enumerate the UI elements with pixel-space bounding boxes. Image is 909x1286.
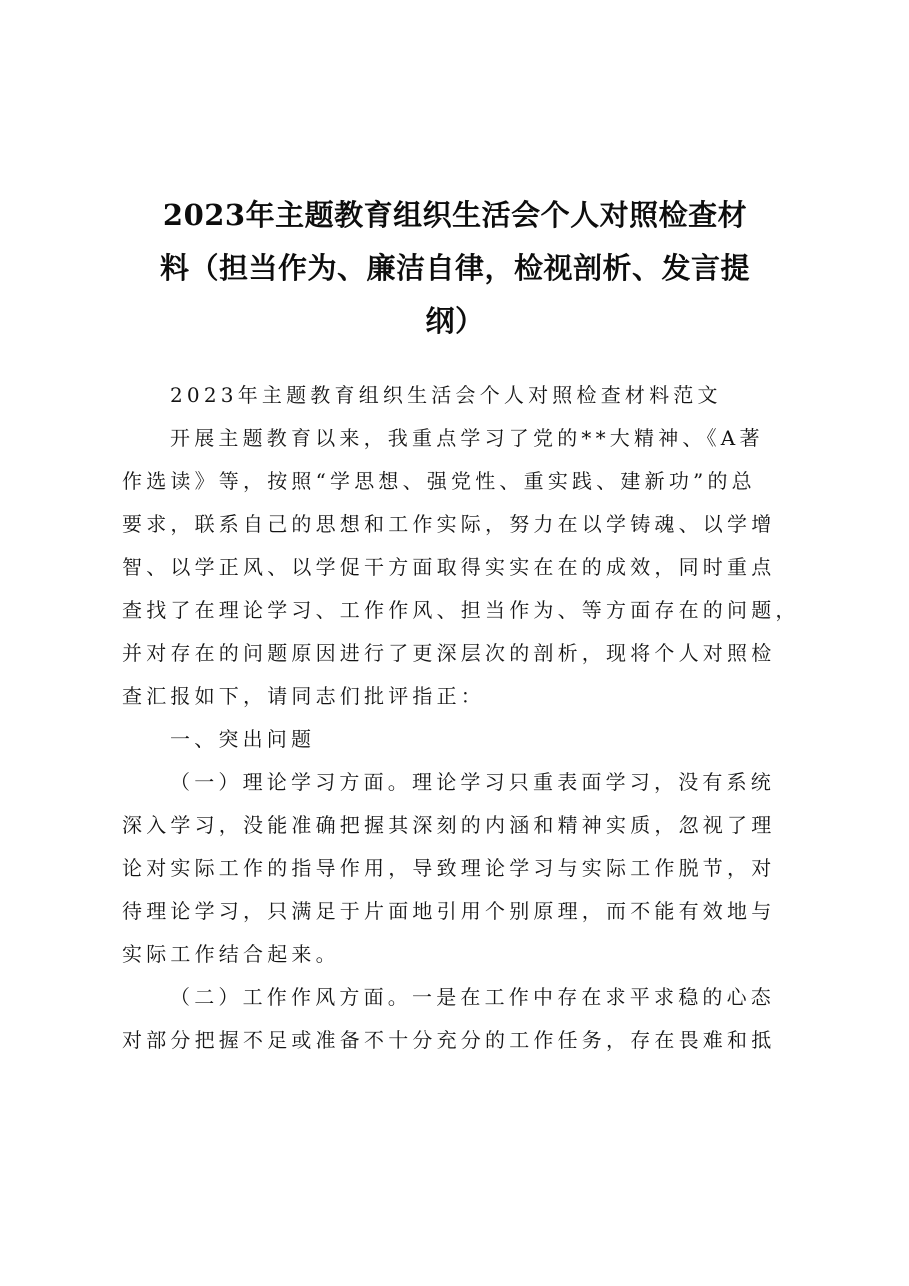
body-line: 实际工作结合起来。 bbox=[122, 942, 340, 966]
body-line: 智、以学正风、以学促干方面取得实实在在的成效，同时重点 bbox=[122, 555, 776, 579]
body-line: 作选读》等，按照“学思想、强党性、重实践、建新功”的总 bbox=[122, 469, 756, 493]
body-line: 开展主题教育以来，我重点学习了党的**大精神、《A著 bbox=[170, 426, 764, 450]
body-line: 待理论学习，只满足于片面地引用个别原理，而不能有效地与 bbox=[122, 899, 776, 923]
body-line: 论对实际工作的指导作用，导致理论学习与实际工作脱节，对 bbox=[122, 856, 776, 880]
document-body bbox=[122, 374, 802, 1062]
body-line: 对部分把握不足或准备不十分充分的工作任务，存在畏难和抵 bbox=[122, 1028, 776, 1052]
body-line: 2023年主题教育组织生活会个人对照检查材料范文 bbox=[170, 383, 722, 407]
title-line: 纲） bbox=[425, 304, 485, 338]
body-line: （二）工作作风方面。一是在工作中存在求平求稳的心态 bbox=[170, 985, 775, 1009]
body-line: 并对存在的问题原因进行了更深层次的剖析，现将个人对照检 bbox=[122, 641, 776, 665]
title-line: 2023年主题教育组织生活会个人对照检查材 bbox=[162, 198, 748, 232]
body-line: 要求，联系自己的思想和工作实际，努力在以学铸魂、以学增 bbox=[122, 512, 776, 536]
title-line: 料（担当作为、廉洁自律，检视剖析、发言提 bbox=[159, 251, 750, 285]
body-line: （一）理论学习方面。理论学习只重表面学习，没有系统 bbox=[170, 770, 775, 794]
body-line: 查汇报如下，请同志们批评指正： bbox=[122, 684, 485, 708]
body-line: 深入学习，没能准确把握其深刻的内涵和精神实质，忽视了理 bbox=[122, 813, 776, 837]
body-line: 查找了在理论学习、工作作风、担当作为、等方面存在的问题， bbox=[122, 598, 800, 622]
body-line: 一、突出问题 bbox=[170, 727, 316, 751]
document-title bbox=[110, 189, 800, 348]
